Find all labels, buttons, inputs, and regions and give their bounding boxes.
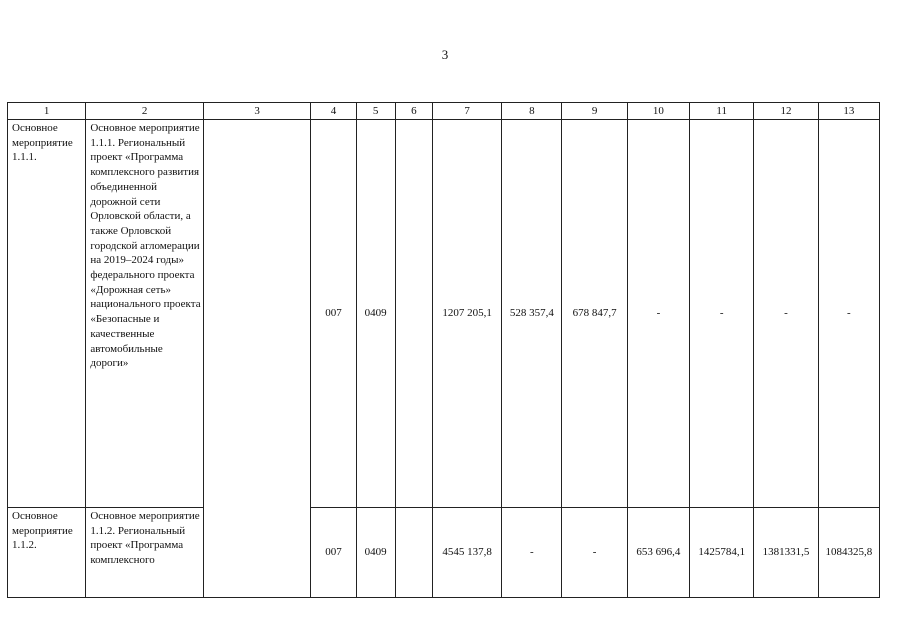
event-code-cell: Основное мероприятие 1.1.1. (8, 120, 86, 508)
event-code-cell: Основное мероприятие 1.1.2. (8, 508, 86, 598)
column-header: 2 (86, 103, 204, 120)
column-header: 9 (562, 103, 627, 120)
table-cell: - (690, 120, 754, 508)
table-row (8, 508, 880, 598)
table-cell: 0409 (356, 120, 395, 508)
table-row (8, 120, 880, 508)
table-cell: 528 357,4 (502, 120, 562, 508)
column-header: 5 (356, 103, 395, 120)
table-cell: 1381331,5 (754, 508, 818, 598)
column-header: 7 (432, 103, 501, 120)
table-cell: - (754, 120, 818, 508)
table-cell: 1084325,8 (818, 508, 879, 598)
table-cell: 1425784,1 (690, 508, 754, 598)
table-cell: - (502, 508, 562, 598)
column-header: 4 (311, 103, 356, 120)
event-name-text: Основное мероприятие 1.1.2. Региональный проект «Программа комплексного (90, 510, 200, 567)
column-header: 13 (818, 103, 879, 120)
column-header: 6 (395, 103, 432, 120)
page-number: 3 (441, 47, 449, 62)
column-header: 10 (627, 103, 689, 120)
table-cell: 007 (311, 120, 356, 508)
column-header: 11 (690, 103, 754, 120)
table-cell (395, 120, 432, 508)
column-header: 3 (203, 103, 310, 120)
table-cell: - (627, 120, 689, 508)
executor-cell (203, 120, 310, 598)
event-name-cell: Основное мероприятие 1.1.1. Региональный проект «Программа комплексного развития объединенной дорожной сети Орловской области, а также Орловской городской агломерации на 2019–2024 годы» федерального проекта «Дорожная сеть» национального проекта «Безопасные и качественные автомобильные дороги» (86, 120, 204, 508)
table-header-row (8, 103, 880, 120)
column-header: 1 (8, 103, 86, 120)
table-cell: 4545 137,8 (432, 508, 501, 598)
table-cell (395, 508, 432, 598)
column-header: 8 (502, 103, 562, 120)
table-cell: - (562, 508, 627, 598)
event-name-cell (86, 508, 204, 598)
budget-table (7, 102, 880, 598)
table-cell: 1207 205,1 (432, 120, 501, 508)
table-cell: 0409 (356, 508, 395, 598)
column-header: 12 (754, 103, 818, 120)
table-cell: 678 847,7 (562, 120, 627, 508)
table-cell: 653 696,4 (627, 508, 689, 598)
table-cell: - (818, 120, 879, 508)
table-cell: 007 (311, 508, 356, 598)
